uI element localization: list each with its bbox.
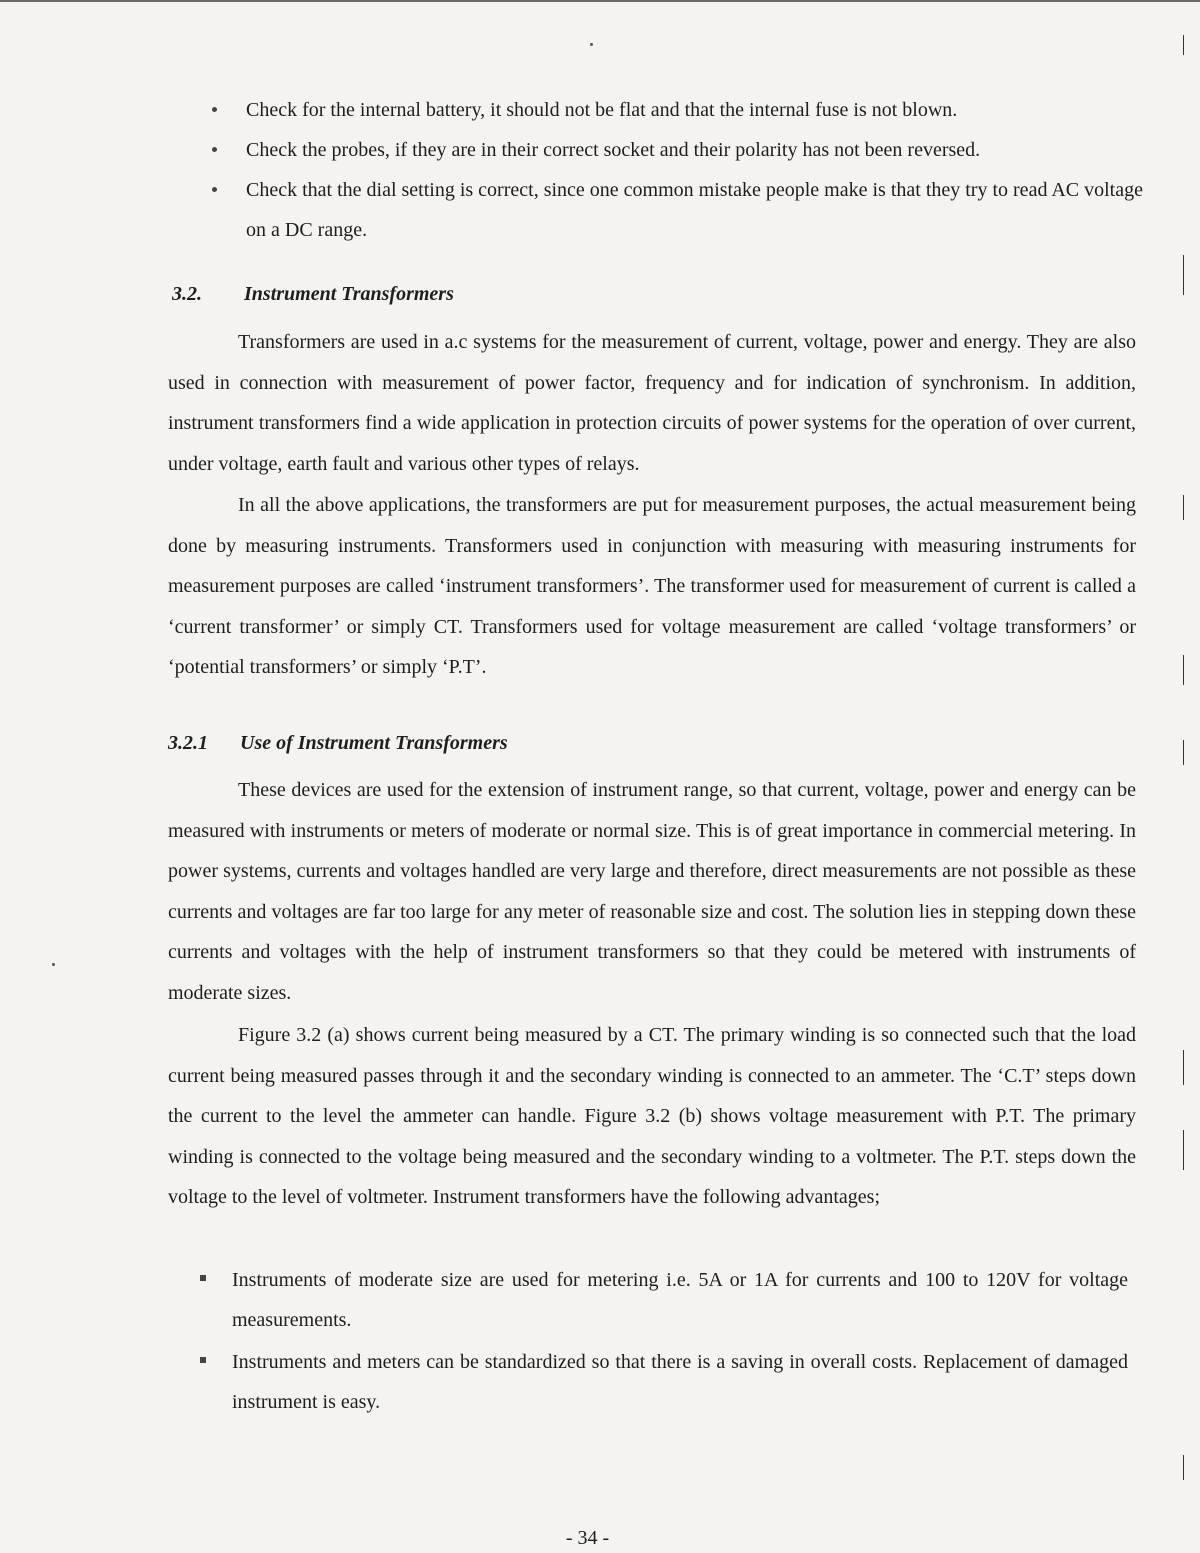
advantages-list <box>196 1260 1128 1424</box>
section-title: Instrument Transformers <box>244 283 454 305</box>
list-item: Instruments of moderate size are used for metering i.e. 5A or 1A for currents and 100 to 120V for voltage measurements. <box>196 1260 1128 1340</box>
bullet-icon <box>212 147 217 152</box>
section-number: 3.2.1 <box>168 732 208 754</box>
section-number: 3.2. <box>172 283 202 305</box>
list-item: Check that the dial setting is correct, since one common mistake people make is that they try to read AC voltage on a DC range. <box>208 170 1143 250</box>
scan-speck <box>52 963 55 966</box>
scan-edge-mark <box>1183 255 1184 295</box>
scan-edge-mark <box>1183 1130 1184 1170</box>
scan-edge-mark <box>1183 655 1184 685</box>
paragraph: These devices are used for the extension of instrument range, so that current, voltage, power and energy can be measured with instruments or meters of moderate or normal size. This is of great importance in commercial metering. In power systems, currents and voltages handled are very large and therefore, direct measurements are not possible as these currents and voltages are far too large for any meter of reasonable size and cost. The solution lies in stepping down these currents and voltages with the help of instrument transformers so that they could be metered with instruments of moderate sizes. <box>168 779 1136 1004</box>
scan-top-edge <box>0 0 1200 2</box>
bullet-icon <box>212 187 217 192</box>
section-heading-3-2 <box>172 283 454 306</box>
scan-edge-mark <box>1183 740 1184 765</box>
bullet-icon <box>212 107 217 112</box>
page-number: - 34 - <box>565 1527 610 1549</box>
checklist-top <box>208 90 1143 250</box>
section-title: Use of Instrument Transformers <box>240 732 508 754</box>
paragraph: Figure 3.2 (a) shows current being measured by a CT. The primary winding is so connected such that the load current being measured passes through it and the secondary winding is connected to an ammeter. The ‘C.T’ steps down the current to the level the ammeter can handle. Figure 3.2 (b) shows voltage measurement with P.T. The primary winding is connected to the voltage being measured and the secondary winding to a voltmeter. The P.T. steps down the voltage to the level of voltmeter. Instrument transformers have the following advantages; <box>168 1024 1136 1208</box>
bullet-icon <box>200 1275 206 1281</box>
list-item: Instruments and meters can be standardized so that there is a saving in overall costs. Replacement of damaged instrument is easy. <box>196 1342 1128 1422</box>
scan-edge-mark <box>1183 35 1184 55</box>
scan-edge-mark <box>1183 1050 1184 1085</box>
list-item: Check for the internal battery, it should not be flat and that the internal fuse is not blown. <box>208 90 1143 130</box>
scan-speck <box>590 43 593 46</box>
scan-edge-mark <box>1183 495 1184 520</box>
paragraph: Transformers are used in a.c systems for the measurement of current, voltage, power and energy. They are also used in connection with measurement of power factor, frequency and for indication of synchronism. In addition, instrument transformers find a wide application in protection circuits of power systems for the operation of over current, under voltage, earth fault and various other types of relays. <box>168 331 1136 475</box>
section-heading-3-2-1 <box>168 732 508 755</box>
list-item: Check the probes, if they are in their correct socket and their polarity has not been reversed. <box>208 130 1143 170</box>
scan-edge-mark <box>1183 1455 1184 1480</box>
paragraph: In all the above applications, the transformers are put for measurement purposes, the actual measurement being done by measuring instruments. Transformers used in conjunction with measuring with measuring instruments for measurement purposes are called ‘instrument transformers’. The transformer used for measurement of current is called a ‘current transformer’ or simply CT. Transformers used for voltage measurement are called ‘voltage transformers’ or ‘potential transformers’ or simply ‘P.T’. <box>168 494 1136 678</box>
bullet-icon <box>200 1357 206 1363</box>
